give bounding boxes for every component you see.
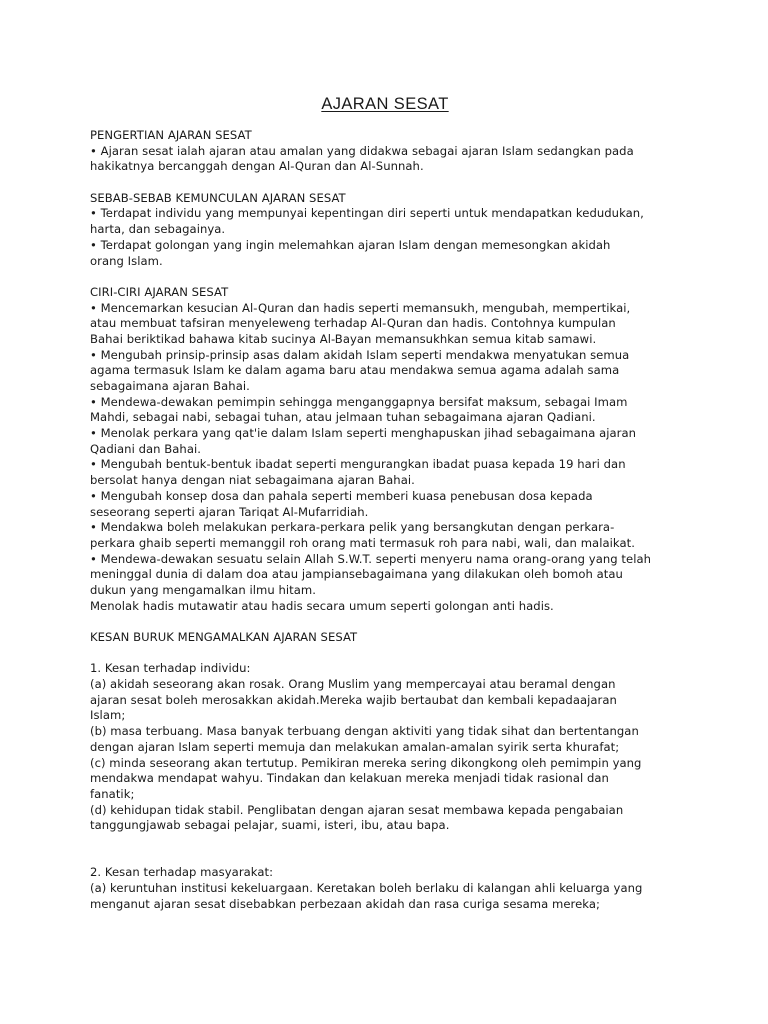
paragraph-line: (c) minda seseorang akan tertutup. Pemikiran mereka sering dikongkong oleh pemimpin yang [90,755,642,770]
paragraph-line: dengan ajaran Islam seperti memuja dan melakukan amalan-amalan syirik serta khurafat; [90,739,620,754]
paragraph-line: Menolak hadis mutawatir atau hadis secara umum seperti golongan anti hadis. [90,598,554,613]
document-body [90,128,690,912]
paragraph-line: • Terdapat golongan yang ingin melemahkan ajaran Islam dengan memesongkan akidah [90,237,611,252]
paragraph-line: perkara ghaib seperti memanggil roh orang mati termasuk roh para nabi, wali, dan malaikat. [90,535,635,550]
paragraph-line: harta, dan sebagainya. [90,222,226,237]
paragraph-line: agama termasuk Islam ke dalam agama baru atau mendakwa semua agama adalah sama [90,363,620,378]
paragraph-line: • Menolak perkara yang qat'ie dalam Islam seperti menghapuskan jihad sebagaimana ajaran [90,426,637,441]
section-heading: PENGERTIAN AJARAN SESAT [90,128,252,142]
section-ciri [90,285,690,614]
paragraph-line: tanggungjawab sebagai pelajar, suami, isteri, ibu, atau bapa. [90,818,450,833]
paragraph-line: • Ajaran sesat ialah ajaran atau amalan yang didakwa sebagai ajaran Islam sedangkan pada [90,143,634,158]
paragraph-line: hakikatnya bercanggah dengan Al-Quran dan Al-Sunnah. [90,159,424,174]
paragraph-line: • Mengubah bentuk-bentuk ibadat seperti mengurangkan ibadat puasa kepada 19 hari dan [90,457,626,472]
spacer [90,269,690,285]
section-pengertian [90,128,690,175]
paragraph-line: menganut ajaran sesat disebabkan perbezaan akidah dan rasa curiga sesama mereka; [90,896,600,911]
paragraph-line: • Mengubah konsep dosa dan pahala seperti memberi kuasa penebusan dosa kepada [90,488,593,503]
paragraph-line: seseorang seperti ajaran Tariqat Al-Mufarridiah. [90,504,369,519]
paragraph-line: orang Islam. [90,253,163,268]
paragraph-line: (a) keruntuhan institusi kekeluargaan. Keretakan boleh berlaku di kalangan ahli keluarga yang [90,881,643,896]
section-sebab [90,191,690,269]
paragraph-line: • Mendakwa boleh melakukan perkara-perkara pelik yang bersangkutan dengan perkara- [90,520,615,535]
paragraph-line: Bahai beriktikad bahawa kitab sucinya Al-Bayan memansukhkan semua kitab samawi. [90,331,597,346]
paragraph-line: fanatik; [90,786,135,801]
spacer [90,175,690,191]
subsection-heading: 1. Kesan terhadap individu: [90,661,251,676]
paragraph-line: bersolat hanya dengan niat sebagaimana ajaran Bahai. [90,473,415,488]
section-kesan-masyarakat [90,865,690,912]
paragraph-line: ajaran sesat boleh merosakkan akidah.Mereka wajib bertaubat dan kembali kepadaajaran [90,692,617,707]
paragraph-line: atau membuat tafsiran menyeleweng terhadap Al-Quran dan hadis. Contohnya kumpulan [90,316,616,331]
spacer [90,834,690,865]
paragraph-line: Islam; [90,708,126,723]
paragraph-line: mendakwa mendapat wahyu. Tindakan dan kelakuan mereka menjadi tidak rasional dan [90,771,609,786]
paragraph-line: (a) akidah seseorang akan rosak. Orang Muslim yang mempercayai atau beramal dengan [90,677,616,692]
subsection-heading: 2. Kesan terhadap masyarakat: [90,865,274,880]
paragraph-line: • Mendewa-dewakan sesuatu selain Allah S.W.T. seperti menyeru nama orang-orang yang telah [90,551,652,566]
section-kesan-individu [90,661,690,834]
paragraph-line: Mahdi, sebagai nabi, sebagai tuhan, atau jelmaan tuhan sebagaimana ajaran Qadiani. [90,410,596,425]
paragraph-line: dukun yang mengamalkan ilmu hitam. [90,582,316,597]
paragraph-line: • Mengubah prinsip-prinsip asas dalam akidah Islam seperti mendakwa menyatukan semua [90,347,630,362]
section-heading: KESAN BURUK MENGAMALKAN AJARAN SESAT [90,630,358,644]
paragraph-line: meninggal dunia di dalam doa atau jampiansebagaimana yang dilakukan oleh bomoh atau [90,567,623,582]
paragraph-line: (d) kehidupan tidak stabil. Penglibatan dengan ajaran sesat membawa kepada pengabaian [90,802,624,817]
document-title [90,94,680,114]
paragraph-line: Qadiani dan Bahai. [90,441,201,456]
section-heading: CIRI-CIRI AJARAN SESAT [90,284,229,299]
document-title-text: AJARAN SESAT [321,95,449,113]
paragraph-line: • Mencemarkan kesucian Al-Quran dan hadis seperti memansukh, mengubah, mempertikai, [90,300,631,315]
paragraph-line: (b) masa terbuang. Masa banyak terbuang dengan aktiviti yang tidak sihat dan bertentangan [90,724,639,739]
section-heading: SEBAB-SEBAB KEMUNCULAN AJARAN SESAT [90,190,346,205]
paragraph-line: • Terdapat individu yang mempunyai kepentingan diri seperti untuk mendapatkan kedudukan, [90,206,644,221]
paragraph-line: sebagaimana ajaran Bahai. [90,379,250,393]
paragraph-line: • Mendewa-dewakan pemimpin sehingga menganggapnya bersifat maksum, sebagai Imam [90,394,628,409]
section-kesan-buruk [90,630,690,646]
spacer [90,646,690,662]
spacer [90,614,690,630]
